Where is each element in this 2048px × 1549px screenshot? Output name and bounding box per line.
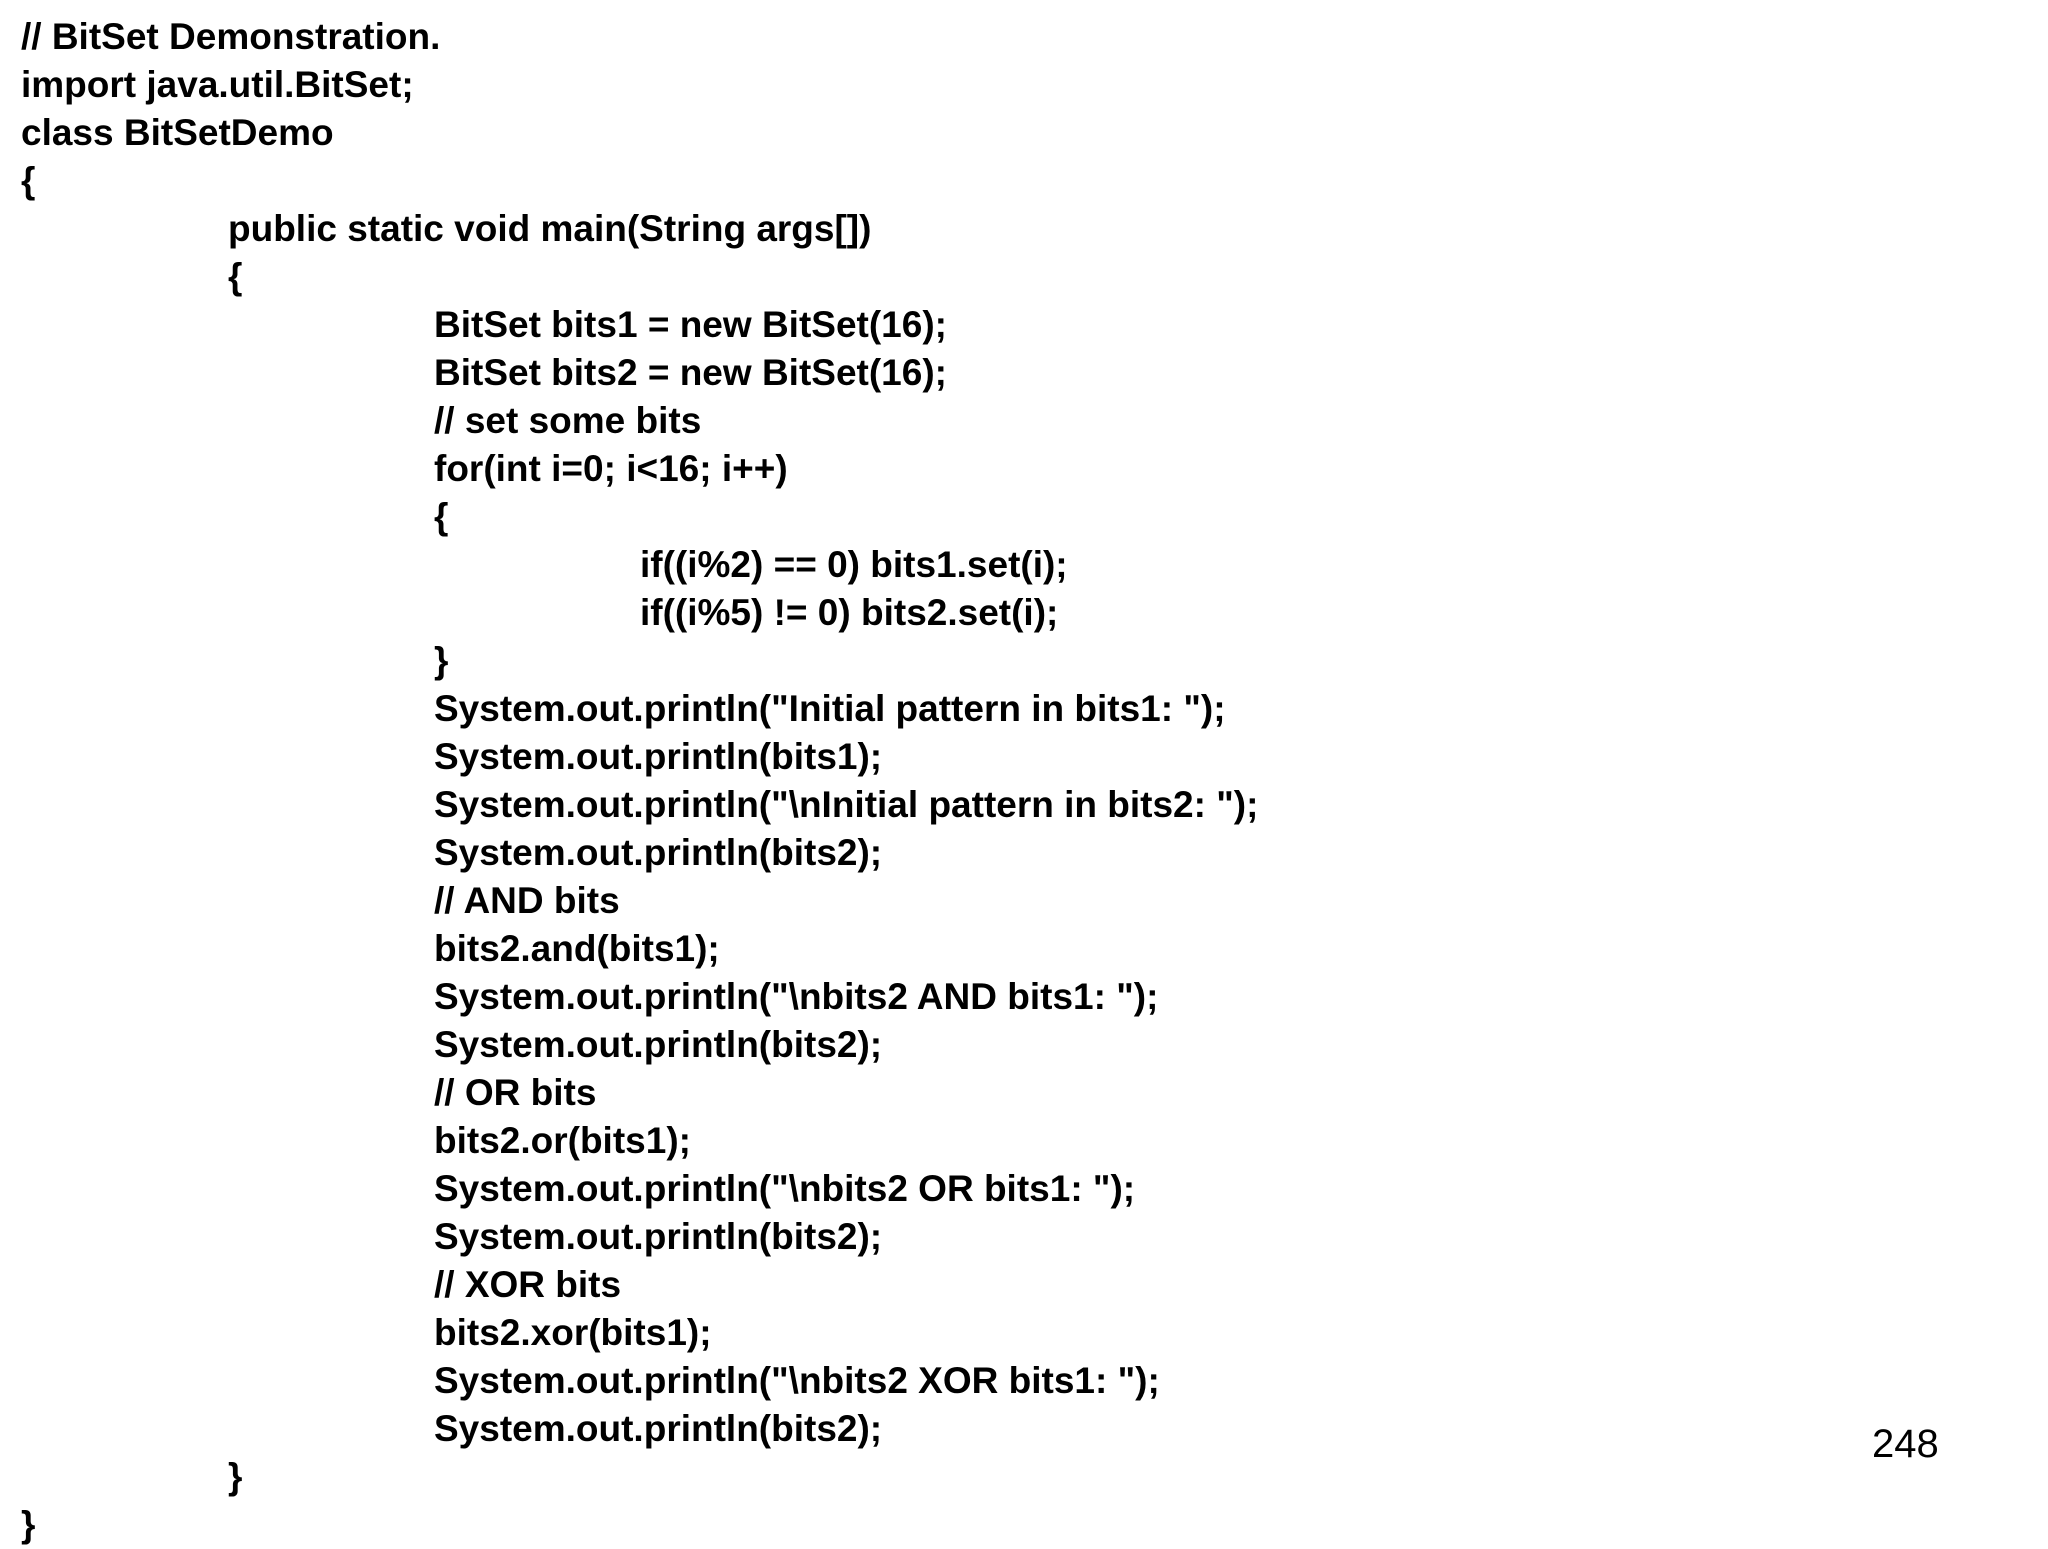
code-line-for-loop: for(int i=0; i<16; i++) <box>434 448 788 489</box>
code-line: System.out.println("\nbits2 OR bits1: "); <box>434 1168 1136 1209</box>
code-line: System.out.println(bits2); <box>434 1216 883 1257</box>
code-line-comment: // OR bits <box>434 1072 597 1113</box>
code-line-main-open: { <box>228 256 243 297</box>
code-line: System.out.println(bits2); <box>434 1408 883 1449</box>
code-line: if((i%2) == 0) bits1.set(i); <box>640 544 1068 585</box>
code-line: System.out.println("\nbits2 AND bits1: "); <box>434 976 1159 1017</box>
page-number: 248 <box>1872 1422 1939 1466</box>
code-line: if((i%5) != 0) bits2.set(i); <box>640 592 1059 633</box>
code-line: System.out.println("Initial pattern in bits1: "); <box>434 688 1226 729</box>
code-line-main-close: } <box>228 1456 243 1497</box>
code-line: bits2.and(bits1); <box>434 928 720 969</box>
code-line-main-decl: public static void main(String args[]) <box>228 208 872 249</box>
code-line: BitSet bits2 = new BitSet(16); <box>434 352 947 393</box>
code-line-for-open: { <box>434 496 449 537</box>
code-line-class-close: } <box>21 1504 36 1545</box>
code-line: System.out.println(bits2); <box>434 1024 883 1065</box>
code-line: System.out.println(bits1); <box>434 736 883 777</box>
code-line-class-open: { <box>21 160 36 201</box>
code-line-class-decl: class BitSetDemo <box>21 112 334 153</box>
code-line-comment: // AND bits <box>434 880 620 921</box>
code-line: bits2.xor(bits1); <box>434 1312 712 1353</box>
code-line-comment: // XOR bits <box>434 1264 622 1305</box>
code-line-import: import java.util.BitSet; <box>21 64 414 105</box>
code-line-comment: // set some bits <box>434 400 702 441</box>
code-line: System.out.println(bits2); <box>434 832 883 873</box>
code-line: System.out.println("\nbits2 XOR bits1: "); <box>434 1360 1160 1401</box>
code-line: System.out.println("\nInitial pattern in bits2: "); <box>434 784 1259 825</box>
code-line-for-close: } <box>434 640 449 681</box>
code-line-comment-title: // BitSet Demonstration. <box>21 16 441 57</box>
code-line: BitSet bits1 = new BitSet(16); <box>434 304 947 345</box>
code-line: bits2.or(bits1); <box>434 1120 691 1161</box>
